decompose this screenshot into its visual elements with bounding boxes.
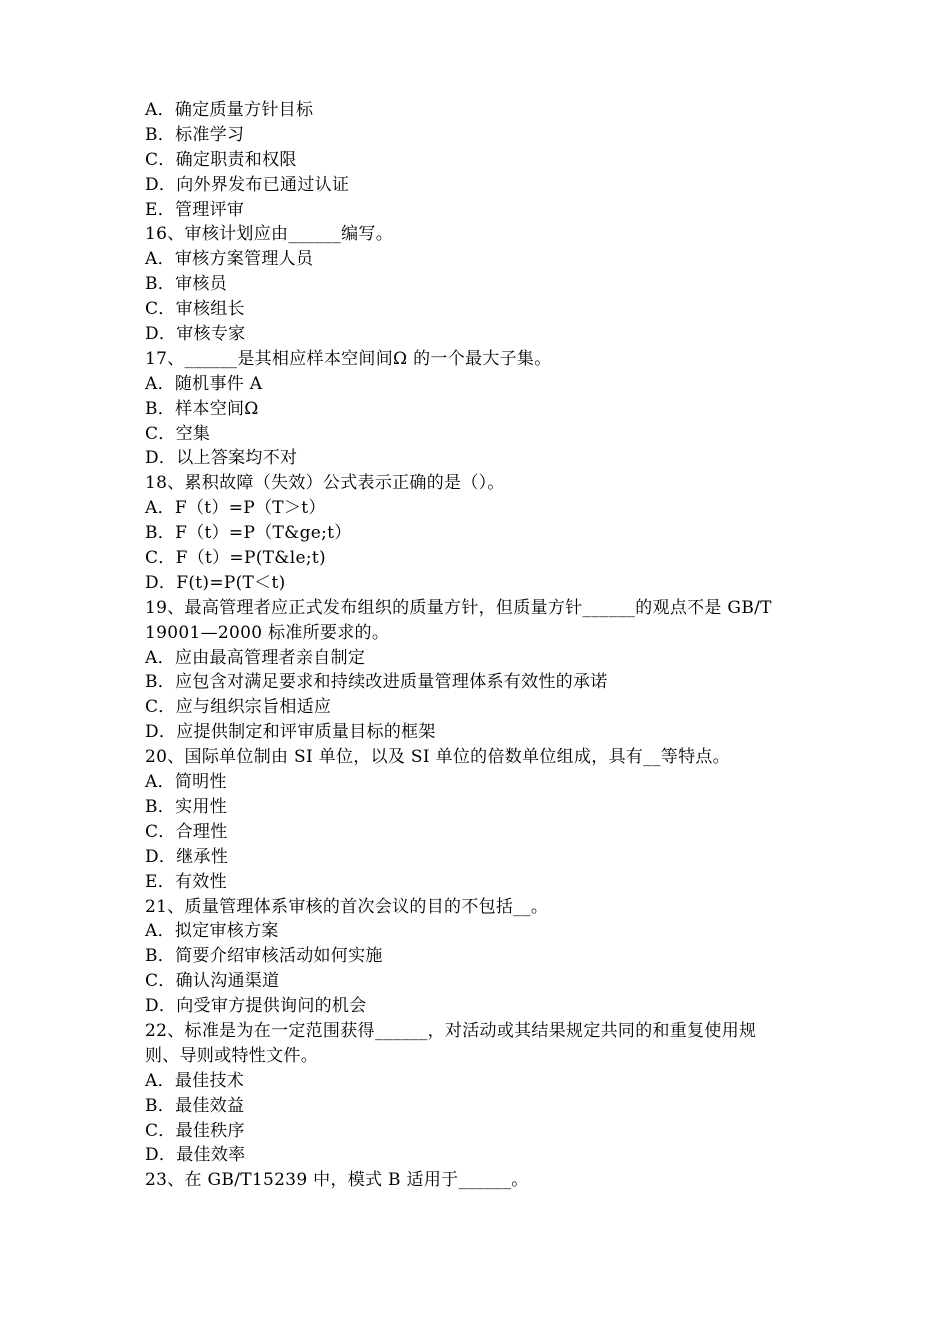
question-22: 22、标准是为在一定范围获得______，对活动或其结果规定共同的和重复使用规 (145, 1020, 757, 1041)
option-line: B．F（t）=P（T&ge;t） (145, 523, 352, 544)
option-line: C．合理性 (145, 821, 228, 842)
question-18: 18、累积故障（失效）公式表示正确的是（）。 (145, 473, 505, 494)
option-line: B．最佳效益 (145, 1095, 245, 1116)
option-line: E．有效性 (145, 871, 227, 892)
question-21: 21、质量管理体系审核的首次会议的目的不包括__。 (145, 896, 549, 917)
option-line: A．F（t）=P（T＞t） (145, 498, 326, 519)
document-page (145, 98, 825, 1193)
option-line: A．确定质量方针目标 (145, 100, 314, 120)
option-line: B．简要介绍审核活动如何实施 (145, 946, 383, 967)
option-line: D．继承性 (145, 846, 229, 867)
option-line: E．管理评审 (145, 199, 245, 220)
option-line: C．确认沟通渠道 (145, 971, 280, 992)
option-line: B．审核员 (145, 274, 227, 295)
option-line: B．实用性 (145, 796, 227, 817)
option-line: D．向外界发布已通过认证 (145, 174, 350, 195)
option-line: A．简明性 (145, 772, 227, 793)
question-19-continued: 19001—2000 标准所要求的。 (145, 622, 390, 643)
option-line: C．F（t）=P(T&le;t) (145, 548, 326, 569)
option-line: A．拟定审核方案 (145, 921, 279, 942)
option-line: A．应由最高管理者亲自制定 (145, 647, 366, 668)
option-line: B．应包含对满足要求和持续改进质量管理体系有效性的承诺 (145, 672, 608, 693)
option-line: D．审核专家 (145, 324, 246, 345)
option-line: B．样本空间Ω (145, 398, 259, 419)
question-16: 16、审核计划应由______编写。 (145, 224, 394, 245)
option-line: D．应提供制定和评审质量目标的框架 (145, 722, 436, 743)
option-line: C．应与组织宗旨相适应 (145, 697, 332, 718)
option-line: A．最佳技术 (145, 1070, 245, 1091)
option-line: C．最佳秩序 (145, 1120, 245, 1141)
question-22-continued: 则、导则或特性文件。 (145, 1045, 318, 1066)
option-line: D．以上答案均不对 (145, 448, 298, 469)
option-line: B．标准学习 (145, 124, 245, 145)
option-line: D．向受审方提供询问的机会 (145, 996, 367, 1017)
question-23: 23、在 GB/T15239 中，模式 B 适用于______。 (145, 1170, 529, 1191)
question-19: 19、最高管理者应正式发布组织的质量方针，但质量方针______的观点不是 GB/T (145, 597, 772, 618)
question-20: 20、国际单位制由 SI 单位，以及 SI 单位的倍数单位组成，具有__等特点。 (145, 747, 730, 768)
option-line: C．确定职责和权限 (145, 149, 297, 170)
option-line: A．审核方案管理人员 (145, 249, 314, 270)
question-17: 17、______是其相应样本空间间Ω 的一个最大子集。 (145, 348, 552, 369)
option-line: C．审核组长 (145, 299, 245, 320)
option-line: D．最佳效率 (145, 1145, 246, 1166)
option-line: D．F(t)=P(T＜t) (145, 572, 286, 593)
option-line: C．空集 (145, 423, 211, 444)
option-line: A．随机事件 A (145, 373, 263, 394)
